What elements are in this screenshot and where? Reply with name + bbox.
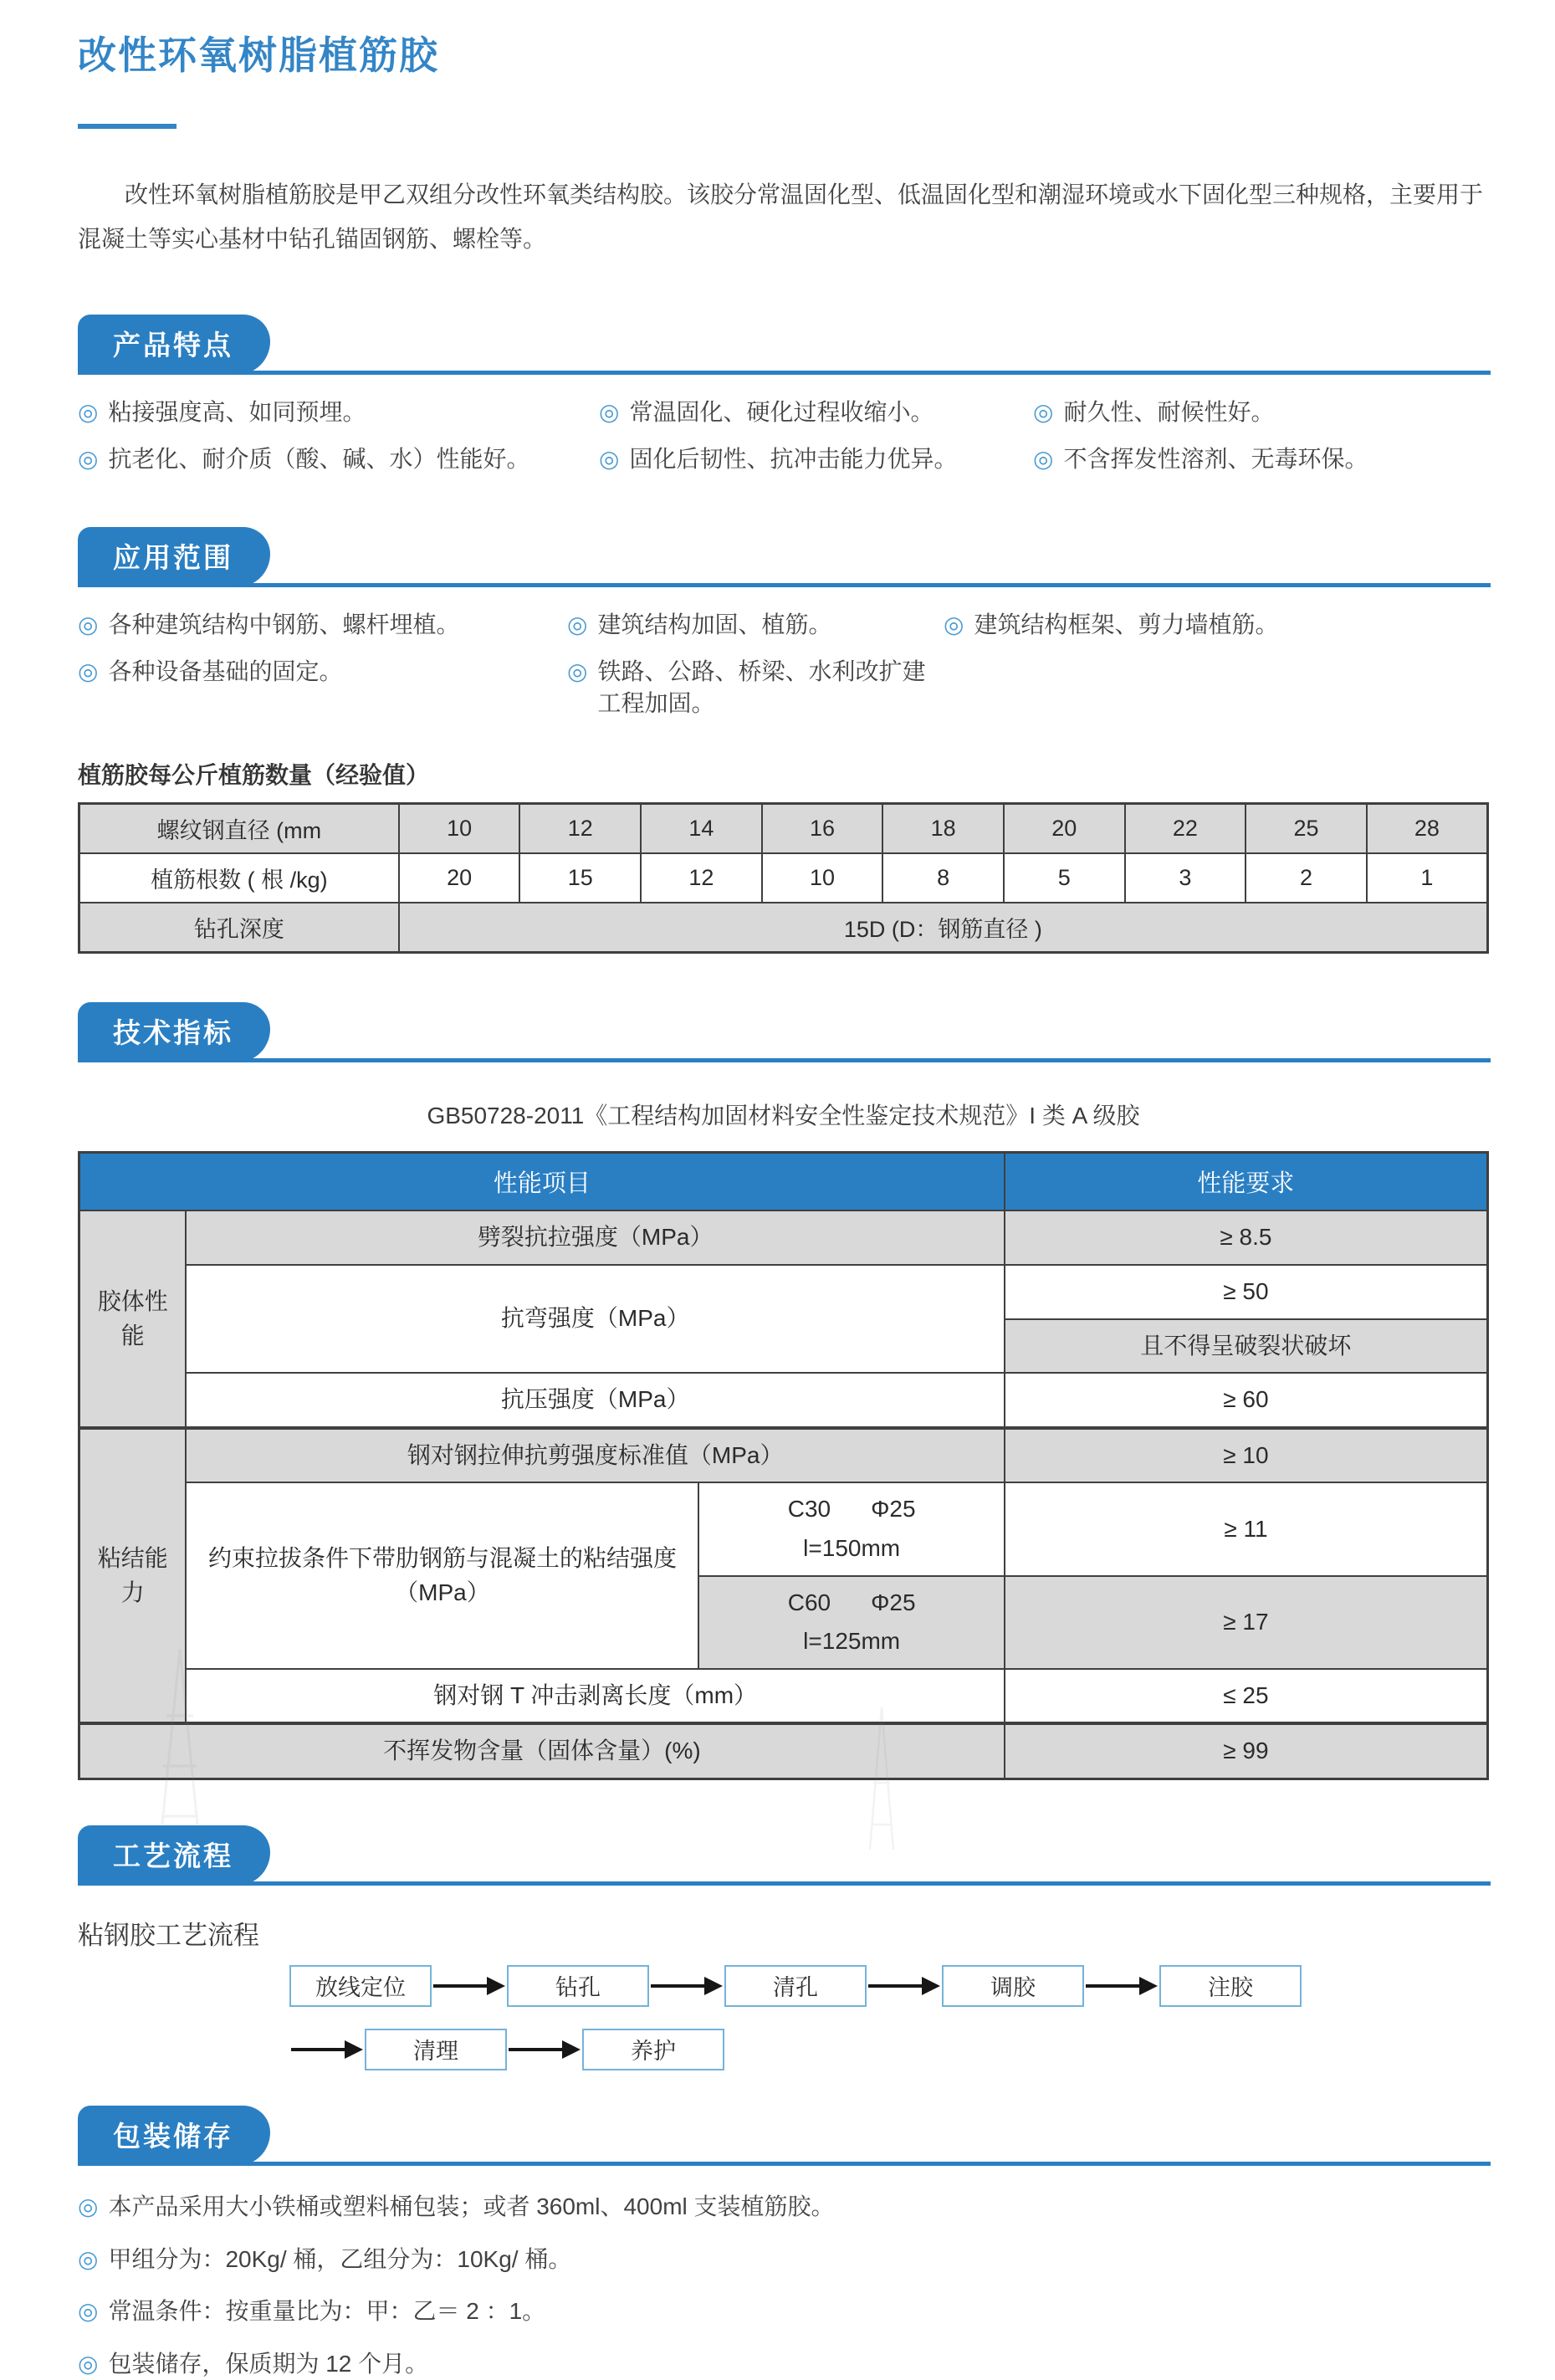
group-label: 粘结能力	[79, 1428, 187, 1724]
list-item-text: 粘接强度高、如同预埋。	[108, 399, 366, 426]
bullet-icon: ◎	[599, 399, 620, 426]
bullet-icon: ◎	[78, 2351, 99, 2377]
flow-step: 放线定位	[289, 1965, 432, 2007]
list-item-text: 常温条件：按重量比为：甲：乙＝ 2 ：1。	[108, 2298, 546, 2325]
list-item-text: 常温固化、硬化过程收缩小。	[629, 399, 934, 426]
flow-step: 钻孔	[507, 1965, 649, 2007]
row-label: 植筋根数 ( 根 /kg)	[79, 853, 399, 903]
property-label: 钢对钢 T 冲击剥离长度（mm）	[186, 1669, 1004, 1724]
rebar-table	[78, 802, 1489, 954]
list-item	[78, 2244, 1489, 2275]
requirement-value: ≤ 25	[1005, 1669, 1488, 1724]
requirement-value: ≥ 11	[1005, 1482, 1488, 1575]
bullet-icon: ◎	[567, 611, 588, 637]
watermark-tower-left	[130, 1649, 230, 1850]
row-label: 钻孔深度	[79, 903, 399, 953]
section-header-applications	[78, 527, 1491, 587]
flow-step: 注胶	[1159, 1965, 1302, 2007]
features-list	[78, 397, 1489, 475]
group-label: 胶体性能	[79, 1210, 187, 1427]
list-item-text: 耐久性、耐候性好。	[1063, 399, 1275, 426]
row-label: 螺纹钢直径 (mm	[79, 804, 399, 854]
flow-step: 调胶	[942, 1965, 1084, 2007]
list-item	[1033, 397, 1489, 428]
property-label: 劈裂抗拉强度（MPa）	[186, 1210, 1004, 1265]
bullet-icon: ◎	[1033, 446, 1054, 473]
bullet-icon: ◎	[78, 2298, 99, 2325]
table-row	[79, 1669, 1488, 1724]
requirement-value: ≥ 8.5	[1005, 1210, 1488, 1265]
requirement-value: 且不得呈破裂状破坏	[1005, 1319, 1488, 1374]
cell: 25	[1246, 804, 1367, 854]
embed-length: l=150mm	[803, 1534, 901, 1561]
flow-arrow-icon	[509, 2040, 581, 2059]
flow-subtitle: 粘钢胶工艺流程	[78, 1920, 259, 1950]
list-item-text: 固化后韧性、抗冲击能力优异。	[629, 446, 958, 473]
cell: 16	[762, 804, 883, 854]
section-header-packaging	[78, 2106, 1491, 2166]
requirement-value: ≥ 50	[1005, 1265, 1488, 1319]
bullet-icon: ◎	[78, 446, 99, 473]
list-item	[599, 443, 1033, 475]
bullet-icon: ◎	[78, 2193, 99, 2219]
list-item-text: 建筑结构加固、植筋。	[597, 611, 832, 637]
bar-diameter: Φ25	[871, 1589, 916, 1615]
table-row	[79, 853, 1488, 903]
cell: 1	[1367, 853, 1488, 903]
table-row	[79, 804, 1488, 854]
list-item	[599, 397, 1033, 428]
bullet-icon: ◎	[599, 446, 620, 473]
list-item	[567, 656, 944, 719]
list-item	[78, 2296, 1489, 2327]
table-row	[79, 1482, 1488, 1575]
section-badge-features: 产品特点	[78, 315, 270, 375]
list-item-text: 各种建筑结构中钢筋、螺杆埋植。	[108, 611, 460, 637]
bullet-icon: ◎	[1033, 399, 1054, 426]
section-badge-packaging: 包装储存	[78, 2106, 270, 2166]
list-item-text: 各种设备基础的固定。	[108, 658, 343, 684]
list-item	[78, 2191, 1489, 2223]
rebar-table-caption: 植筋胶每公斤植筋数量（经验值）	[78, 762, 430, 789]
table-row	[79, 1265, 1488, 1319]
requirement-value: ≥ 10	[1005, 1428, 1488, 1483]
flow-row-2	[289, 2029, 1489, 2070]
cell: 20	[1004, 804, 1125, 854]
applications-list	[78, 609, 1489, 719]
cell: 2	[1246, 853, 1367, 903]
page-title: 改性环氧树脂植筋胶	[78, 33, 439, 77]
property-label: 钢对钢拉伸抗剪强度标准值（MPa）	[186, 1428, 1004, 1483]
table-row	[79, 1428, 1488, 1483]
list-item	[78, 656, 567, 719]
list-item	[78, 443, 599, 475]
list-item	[78, 609, 567, 641]
property-label: 抗压强度（MPa）	[186, 1373, 1004, 1428]
list-item	[944, 609, 1489, 641]
flow-step: 养护	[582, 2029, 724, 2070]
property-label: 约束拉拔条件下带肋钢筋与混凝土的粘结强度（MPa）	[186, 1482, 698, 1668]
cell: 22	[1125, 804, 1246, 854]
list-item	[78, 397, 599, 428]
table-row	[79, 1723, 1488, 1779]
merged-cell: 15D (D：钢筋直径 )	[399, 903, 1488, 953]
watermark-tower-right	[853, 1707, 912, 1850]
list-item-text: 建筑结构框架、剪力墙植筋。	[974, 611, 1279, 637]
table-row	[79, 1210, 1488, 1265]
bullet-icon: ◎	[944, 611, 964, 637]
flow-arrow-icon	[651, 1977, 723, 1995]
requirement-value: ≥ 60	[1005, 1373, 1488, 1428]
spec-table	[78, 1151, 1489, 1780]
section-header-features	[78, 315, 1491, 375]
cell: 8	[882, 853, 1004, 903]
cell: 14	[641, 804, 762, 854]
flow-arrow-icon	[868, 1977, 940, 1995]
section-badge-process: 工艺流程	[78, 1825, 270, 1886]
list-item	[567, 609, 944, 641]
bullet-icon: ◎	[78, 658, 99, 684]
condition-cell	[698, 1482, 1004, 1575]
bullet-icon: ◎	[78, 611, 99, 637]
title-dash	[78, 124, 176, 129]
list-item-text: 甲组分为：20Kg/ 桶，乙组分为：10Kg/ 桶。	[108, 2245, 572, 2272]
bullet-icon: ◎	[567, 658, 588, 684]
cell: 12	[519, 804, 641, 854]
flow-arrow-icon	[1086, 1977, 1158, 1995]
section-header-process	[78, 1825, 1491, 1886]
list-item-text: 铁路、公路、桥梁、水利改扩建工程加固。	[597, 658, 926, 716]
intro-paragraph: 改性环氧树脂植筋胶是甲乙双组分改性环氧类结构胶。该胶分常温固化型、低温固化型和潮湿环境或水下固化型三种规格，主要用于混凝土等实心基材中钻孔锚固钢筋、螺栓等。	[78, 182, 1484, 253]
section-badge-applications: 应用范围	[78, 527, 270, 587]
list-item-text: 本产品采用大小铁桶或塑料桶包装；或者 360ml、400ml 支装植筋胶。	[108, 2193, 835, 2219]
property-label: 不挥发物含量（固体含量）(%)	[79, 1723, 1005, 1779]
cell: 28	[1367, 804, 1488, 854]
bar-diameter: Φ25	[871, 1496, 916, 1523]
table-header-row	[79, 1153, 1488, 1211]
section-badge-tech: 技术指标	[78, 1002, 270, 1062]
concrete-grade: C30	[787, 1496, 831, 1523]
cell: 10	[762, 853, 883, 903]
list-item	[78, 2348, 1489, 2380]
packaging-list	[78, 2191, 1489, 2380]
cell: 3	[1125, 853, 1246, 903]
cell: 12	[641, 853, 762, 903]
flow-step: 清理	[365, 2029, 507, 2070]
condition-cell	[698, 1576, 1004, 1669]
flow-row-1	[289, 1965, 1489, 2007]
cell: 15	[519, 853, 641, 903]
list-item-text: 不含挥发性溶剂、无毒环保。	[1063, 446, 1368, 473]
standard-note: GB50728-2011《工程结构加固材料安全性鉴定技术规范》I 类 A 级胶	[427, 1103, 1140, 1129]
embed-length: l=125mm	[803, 1628, 901, 1655]
flow-arrow-icon	[291, 2040, 363, 2059]
list-item	[1033, 443, 1489, 475]
bullet-icon: ◎	[78, 399, 99, 426]
concrete-grade: C60	[787, 1589, 831, 1615]
column-header-req: 性能要求	[1005, 1153, 1488, 1211]
table-row	[79, 903, 1488, 953]
requirement-value: ≥ 17	[1005, 1576, 1488, 1669]
flow-step: 清孔	[724, 1965, 867, 2007]
requirement-value: ≥ 99	[1005, 1723, 1488, 1779]
flow-arrow-icon	[433, 1977, 505, 1995]
section-header-tech	[78, 1002, 1491, 1062]
column-header-item: 性能项目	[79, 1153, 1005, 1211]
cell: 18	[882, 804, 1004, 854]
table-row	[79, 1373, 1488, 1428]
list-item-text: 抗老化、耐介质（酸、碱、水）性能好。	[108, 446, 530, 473]
bullet-icon: ◎	[78, 2245, 99, 2272]
property-label: 抗弯强度（MPa）	[186, 1265, 1004, 1373]
cell: 5	[1004, 853, 1125, 903]
cell: 10	[399, 804, 520, 854]
list-item-text: 包装储存，保质期为 12 个月。	[108, 2351, 429, 2377]
cell: 20	[399, 853, 520, 903]
